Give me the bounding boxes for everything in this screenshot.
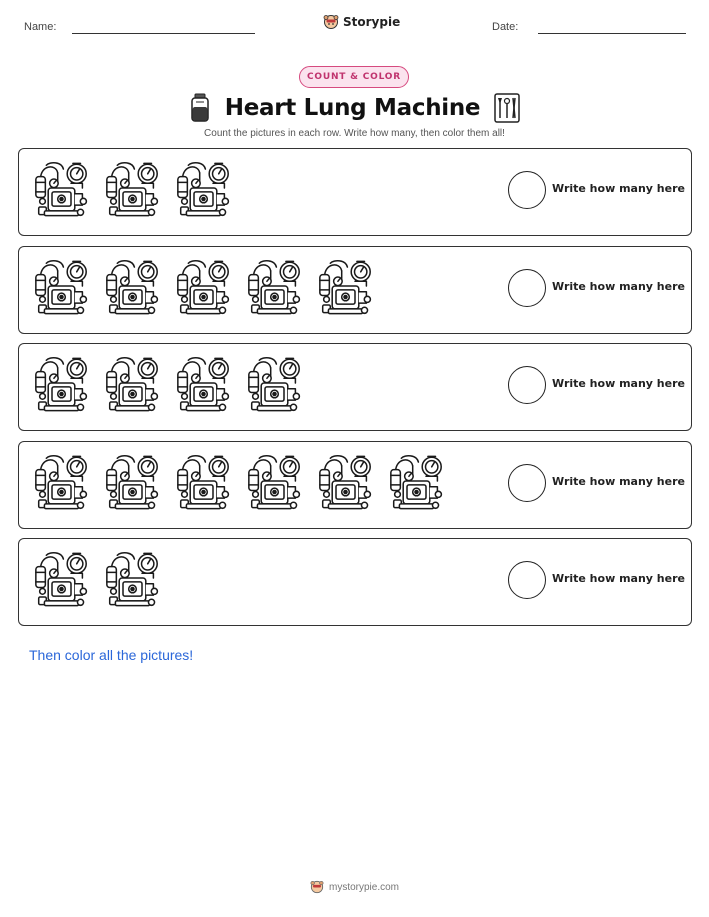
heart-lung-machine-icon [104,257,161,317]
name-label: Name: [24,21,57,33]
answer-circle[interactable] [508,366,546,404]
picture-group [33,452,445,512]
count-row-4 [18,441,692,529]
count-color-badge: COUNT & COLOR [299,66,409,88]
count-row-3 [18,343,692,431]
footer [0,880,709,894]
answer-prompt: Write how many here [552,182,685,195]
answer-prompt: Write how many here [552,279,685,293]
surgical-tools-icon [494,93,520,123]
heart-lung-machine-icon [175,452,232,512]
heart-lung-machine-icon [317,257,374,317]
count-row-2 [18,246,692,334]
storypie-mascot-icon [310,880,324,894]
heart-lung-machine-icon [175,354,232,414]
picture-group [33,159,232,219]
iv-bottle-icon [189,93,211,123]
date-field[interactable] [538,33,686,34]
heart-lung-machine-icon [104,159,161,219]
heart-lung-machine-icon [33,159,90,219]
heart-lung-machine-icon [175,257,232,317]
picture-group [33,549,161,609]
heart-lung-machine-icon [246,257,303,317]
answer-circle[interactable] [508,561,546,599]
answer-circle[interactable] [508,464,546,502]
brand-logo [323,14,400,30]
count-row-1 [18,148,692,236]
count-row-5 [18,538,692,626]
name-field[interactable] [72,33,255,34]
brand-name: Storypie [343,15,401,29]
page-title: Heart Lung Machine [224,95,481,121]
answer-prompt: Write how many here [552,474,685,488]
answer-prompt: Write how many here [552,377,685,390]
heart-lung-machine-icon [104,549,161,609]
heart-lung-machine-icon [246,354,303,414]
answer-circle[interactable] [508,269,546,307]
title-row [0,88,709,128]
instructions: Count the pictures in each row. Write how many, then color them all! [204,128,505,139]
picture-group [33,354,303,414]
closing-instruction: Then color all the pictures! [29,647,194,663]
heart-lung-machine-icon [33,354,90,414]
answer-prompt: Write how many here [552,572,685,585]
heart-lung-machine-icon [33,257,90,317]
heart-lung-machine-icon [104,452,161,512]
heart-lung-machine-icon [104,354,161,414]
heart-lung-machine-icon [175,159,232,219]
date-label: Date: [492,21,519,33]
answer-circle[interactable] [508,171,546,209]
site-url[interactable]: mystorypie.com [328,881,399,893]
heart-lung-machine-icon [388,452,445,512]
heart-lung-machine-icon [33,452,90,512]
heart-lung-machine-icon [317,452,374,512]
storypie-mascot-icon [323,14,339,30]
heart-lung-machine-icon [246,452,303,512]
heart-lung-machine-icon [33,549,90,609]
picture-group [33,257,374,317]
